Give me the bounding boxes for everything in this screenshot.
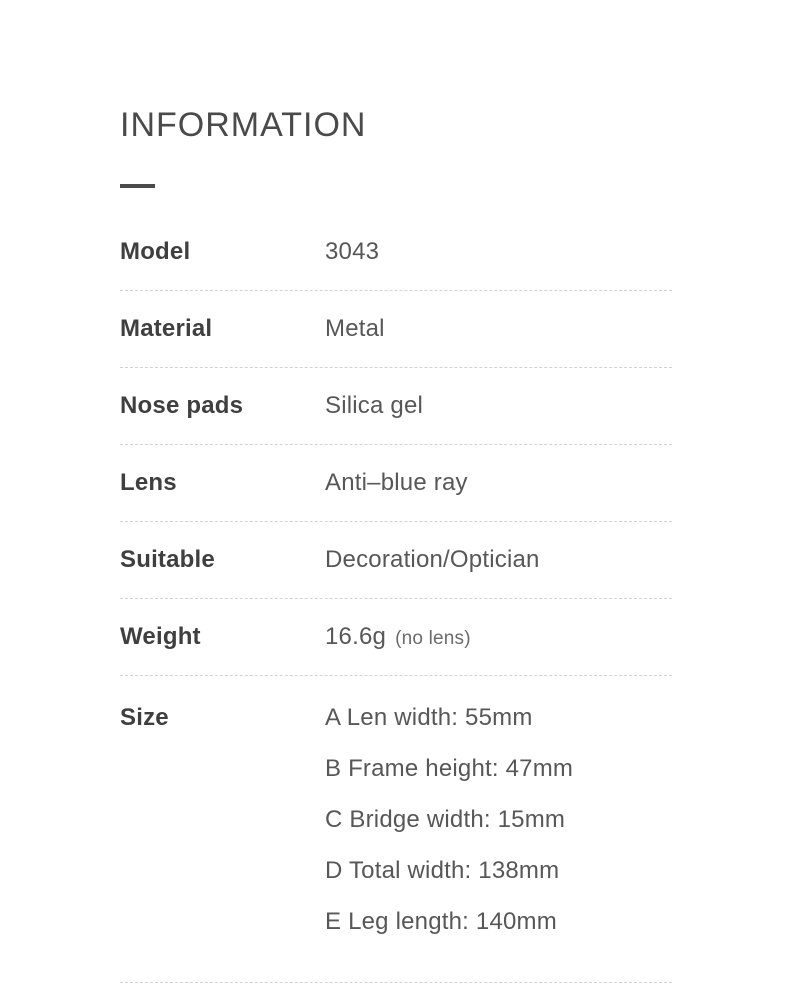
spec-table (120, 214, 672, 983)
spec-label: Lens (120, 469, 177, 496)
size-line-d: D Total width: 138mm (325, 857, 560, 884)
spec-label: Material (120, 315, 213, 342)
spec-row-size (120, 676, 672, 983)
spec-row-model (120, 214, 672, 291)
size-line-e: E Leg length: 140mm (325, 908, 557, 935)
size-line-a: A Len width: 55mm (325, 704, 533, 731)
spec-label: Model (120, 238, 191, 265)
size-line-b: B Frame height: 47mm (325, 755, 574, 782)
spec-row-suitable (120, 522, 672, 599)
weight-note: (no lens) (395, 628, 471, 649)
product-information-panel (120, 0, 672, 983)
spec-label: Weight (120, 623, 201, 650)
spec-value: Silica gel (325, 392, 424, 419)
spec-row-weight (120, 599, 672, 676)
size-line-c: C Bridge width: 15mm (325, 806, 566, 833)
spec-value (325, 623, 471, 651)
spec-value: 3043 (325, 238, 380, 265)
spec-value: Decoration/Optician (325, 546, 540, 573)
spec-row-lens (120, 445, 672, 522)
title-underline (120, 184, 155, 188)
size-value-block (325, 692, 573, 947)
spec-value: Anti–blue ray (325, 469, 468, 496)
spec-label: Suitable (120, 546, 215, 573)
weight-value: 16.6g (325, 623, 387, 650)
page-title: INFORMATION (120, 106, 367, 144)
spec-row-nose-pads (120, 368, 672, 445)
spec-row-material (120, 291, 672, 368)
spec-label: Size (120, 704, 169, 731)
spec-label: Nose pads (120, 392, 244, 419)
spec-value: Metal (325, 315, 385, 342)
